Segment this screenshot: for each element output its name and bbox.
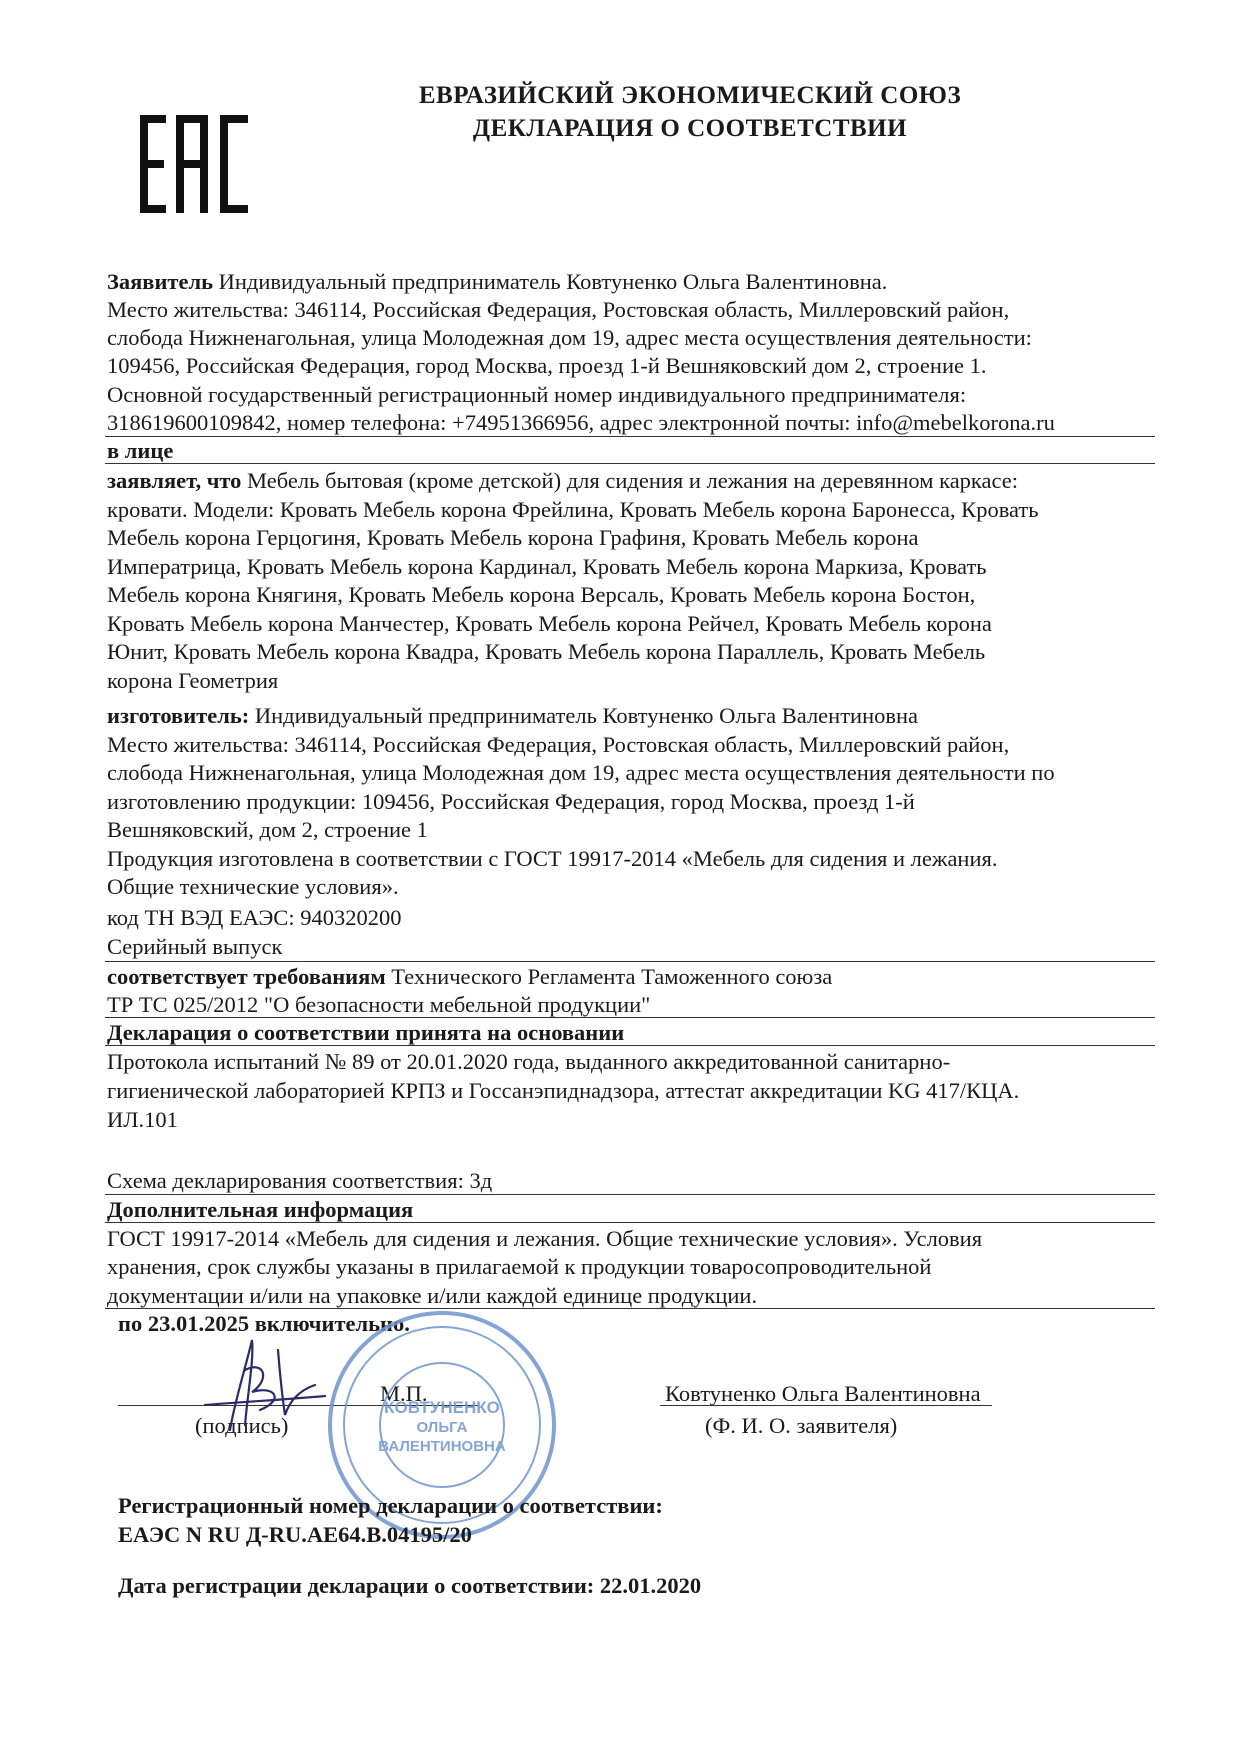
tnved-code: код ТН ВЭД ЕАЭС: 940320200 bbox=[107, 905, 402, 930]
mp-label: М.П. bbox=[380, 1381, 428, 1406]
divider bbox=[105, 1308, 1155, 1309]
header-union-name: ЕВРАЗИЙСКИЙ ЭКОНОМИЧЕСКИЙ СОЮЗ bbox=[418, 82, 962, 109]
applicant-line-6: 318619600109842, номер телефона: +74951366956, адрес электронной почты: info@mebelkorona.ru bbox=[107, 410, 1055, 435]
divider bbox=[105, 463, 1155, 464]
declares-line-3: Мебель корона Герцогиня, Кровать Мебель корона Графиня, Кровать Мебель корона bbox=[107, 525, 919, 550]
manufacturer-line-4: изготовлению продукции: 109456, Российская Федерация, город Москва, проезд 1-й bbox=[107, 789, 915, 814]
basis-line-1: Протокола испытаний № 89 от 20.01.2020 года, выданного аккредитованной санитарно- bbox=[107, 1049, 951, 1074]
registration-date: Дата регистрации декларации о соответствии: 22.01.2020 bbox=[118, 1573, 702, 1598]
declares-line-4: Императрица, Кровать Мебель корона Кардинал, Кровать Мебель корона Маркиза, Кровать bbox=[107, 554, 987, 579]
applicant-line-2: Место жительства: 346114, Российская Федерация, Ростовская область, Миллеровский район, bbox=[107, 297, 1010, 322]
applicant-line-5: Основной государственный регистрационный номер индивидуального предпринимателя: bbox=[107, 382, 967, 407]
declares-line-2: кровати. Модели: Кровать Мебель корона Фрейлина, Кровать Мебель корона Баронесса, Кровать bbox=[107, 497, 1039, 522]
manufacturer-label: изготовитель: bbox=[107, 703, 250, 728]
validity-period: по 23.01.2025 включительно. bbox=[118, 1311, 410, 1336]
manufacturer-line-2: Место жительства: 346114, Российская Федерация, Ростовская область, Миллеровский район, bbox=[107, 732, 1010, 757]
declares-line-6: Кровать Мебель корона Манчестер, Кровать Мебель корона Рейчел, Кровать Мебель корона bbox=[107, 611, 992, 636]
applicant-line-4: 109456, Российская Федерация, город Москва, проезд 1-й Вешняковский дом 2, строение 1. bbox=[107, 353, 987, 378]
divider bbox=[105, 1194, 1155, 1195]
applicant-name: Ковтуненко Ольга Валентиновна bbox=[665, 1381, 981, 1406]
basis-line-2: гигиенической лабораторией КРПЗ и Госсанэпиднадзора, аттестат аккредитации KG 417/КЦА. bbox=[107, 1078, 1020, 1103]
applicant-label: Заявитель bbox=[107, 269, 213, 294]
divider bbox=[105, 1017, 1155, 1018]
additional-info-label: Дополнительная информация bbox=[107, 1197, 414, 1222]
conforms-line-2: ТР ТС 025/2012 "О безопасности мебельной продукции" bbox=[107, 992, 651, 1017]
name-caption: (Ф. И. О. заявителя) bbox=[705, 1413, 898, 1438]
manufacturer-line-5: Вешняковский, дом 2, строение 1 bbox=[107, 817, 428, 842]
stamp-line-3: ВАЛЕНТИНОВНА bbox=[378, 1438, 506, 1455]
declares-line-7: Юнит, Кровать Мебель корона Квадра, Кровать Мебель корона Параллель, Кровать Мебель bbox=[107, 639, 986, 664]
conforms-line-1: соответствует требованиям Технического Регламента Таможенного союза bbox=[107, 964, 833, 989]
stamp-line-2: ОЛЬГА bbox=[416, 1419, 468, 1436]
signature-icon bbox=[190, 1330, 330, 1440]
manufacturer-line-1: изготовитель: Индивидуальный предприниматель Ковтуненко Ольга Валентиновна bbox=[107, 703, 919, 728]
divider bbox=[105, 1222, 1155, 1223]
registration-label: Регистрационный номер декларации о соответствии: bbox=[118, 1493, 663, 1518]
declares-label: заявляет, что bbox=[107, 468, 242, 493]
stamp-line-1: КОВТУНЕНКО bbox=[384, 1398, 500, 1417]
header-document-title: ДЕКЛАРАЦИЯ О СООТВЕТСТВИИ bbox=[472, 115, 908, 142]
declares-line-8: корона Геометрия bbox=[107, 668, 279, 693]
manufacturer-line-7: Общие технические условия». bbox=[107, 874, 399, 899]
registration-number: ЕАЭС N RU Д-RU.АЕ64.В.04195/20 bbox=[118, 1522, 472, 1547]
eac-mark-icon bbox=[140, 115, 252, 213]
manufacturer-line-3: слобода Нижненагольная, улица Молодежная дом 19, адрес места осуществления деятельности по bbox=[107, 760, 1055, 785]
applicant-line-3: слобода Нижненагольная, улица Молодежная дом 19, адрес места осуществления деятельности: bbox=[107, 325, 1032, 350]
divider bbox=[105, 436, 1155, 437]
basis-label: Декларация о соответствии принята на основании bbox=[107, 1020, 625, 1045]
declares-line-5: Мебель корона Княгиня, Кровать Мебель корона Версаль, Кровать Мебель корона Бостон, bbox=[107, 582, 976, 607]
declaration-scheme: Схема декларирования соответствия: 3д bbox=[107, 1168, 493, 1193]
additional-line-3: документации и/или на упаковке и/или каждой единице продукции. bbox=[107, 1283, 758, 1308]
basis-line-3: ИЛ.101 bbox=[107, 1107, 178, 1132]
divider bbox=[105, 961, 1155, 962]
v-litse-label: в лице bbox=[107, 438, 174, 463]
signature-caption: (подпись) bbox=[195, 1413, 289, 1438]
additional-line-1: ГОСТ 19917-2014 «Мебель для сидения и лежания. Общие технические условия». Условия bbox=[107, 1226, 983, 1251]
divider bbox=[105, 1045, 1155, 1046]
manufacturer-line-6: Продукция изготовлена в соответствии с ГОСТ 19917-2014 «Мебель для сидения и лежания. bbox=[107, 846, 998, 871]
applicant-line-1: Заявитель Индивидуальный предприниматель Ковтуненко Ольга Валентиновна. bbox=[107, 269, 888, 294]
declares-line-1: заявляет, что Мебель бытовая (кроме детской) для сидения и лежания на деревянном каркасе: bbox=[107, 468, 1019, 493]
additional-line-2: хранения, срок службы указаны в прилагаемой к продукции товаросопроводительной bbox=[107, 1254, 932, 1279]
serial-production: Серийный выпуск bbox=[107, 934, 283, 959]
conforms-label: соответствует требованиям bbox=[107, 964, 386, 989]
